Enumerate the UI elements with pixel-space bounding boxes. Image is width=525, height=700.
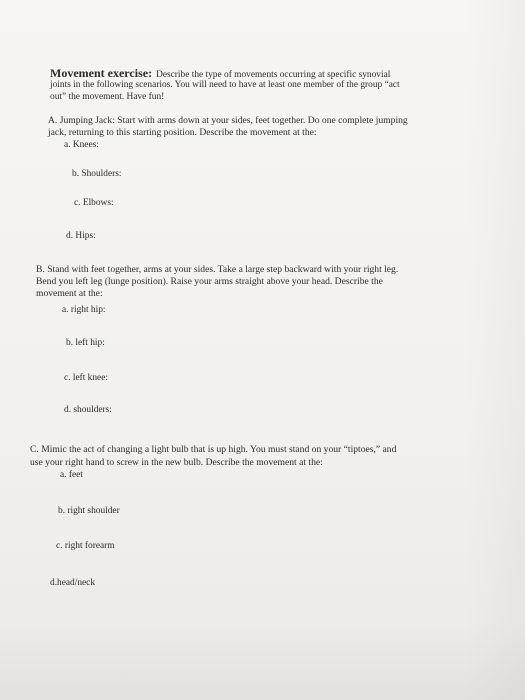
question-item: d. shoulders:	[64, 405, 112, 415]
question-item: b. Shoulders:	[72, 169, 122, 179]
section-b-prompt: movement at the:	[36, 288, 103, 299]
intro-text: joints in the following scenarios. You will need to have at least one member of the group “act	[50, 80, 400, 90]
section-b-prompt: B. Stand with feet together, arms at your sides. Take a large step backward with your right leg.	[36, 264, 399, 275]
intro-text: Describe the type of movements occurring at specific synovial	[156, 70, 391, 80]
question-item: a. feet	[60, 470, 83, 480]
section-a-prompt: jack, returning to this starting position. Describe the movement at the:	[48, 127, 317, 138]
question-item: c. left knee:	[64, 373, 108, 383]
question-item: d.head/neck	[50, 578, 96, 588]
question-item: d. Hips:	[66, 231, 96, 241]
section-a-prompt: A. Jumping Jack: Start with arms down at your sides, feet together. Do one complete jumping	[48, 115, 408, 126]
question-item: b. right shoulder	[58, 506, 120, 516]
question-item: a. Knees:	[64, 140, 99, 150]
intro-text: out” the movement. Have fun!	[50, 92, 165, 102]
document-title: Movement exercise:	[50, 66, 153, 80]
question-item: a. right hip:	[62, 305, 106, 315]
question-item: b. left hip:	[66, 338, 105, 348]
question-item: c. right forearm	[56, 541, 115, 551]
paper-shadow	[465, 0, 525, 700]
question-item: c. Elbows:	[74, 198, 114, 208]
section-b-prompt: Bend you left leg (lunge position). Raise your arms straight above your head. Describe the	[36, 276, 383, 287]
paper-shadow	[0, 620, 525, 700]
section-c-prompt: use your right hand to screw in the new bulb. Describe the movement at the:	[30, 457, 323, 468]
section-c-prompt: C. Mimic the act of changing a light bulb that is up high. You must stand on your “tiptoes,” and	[30, 444, 397, 455]
